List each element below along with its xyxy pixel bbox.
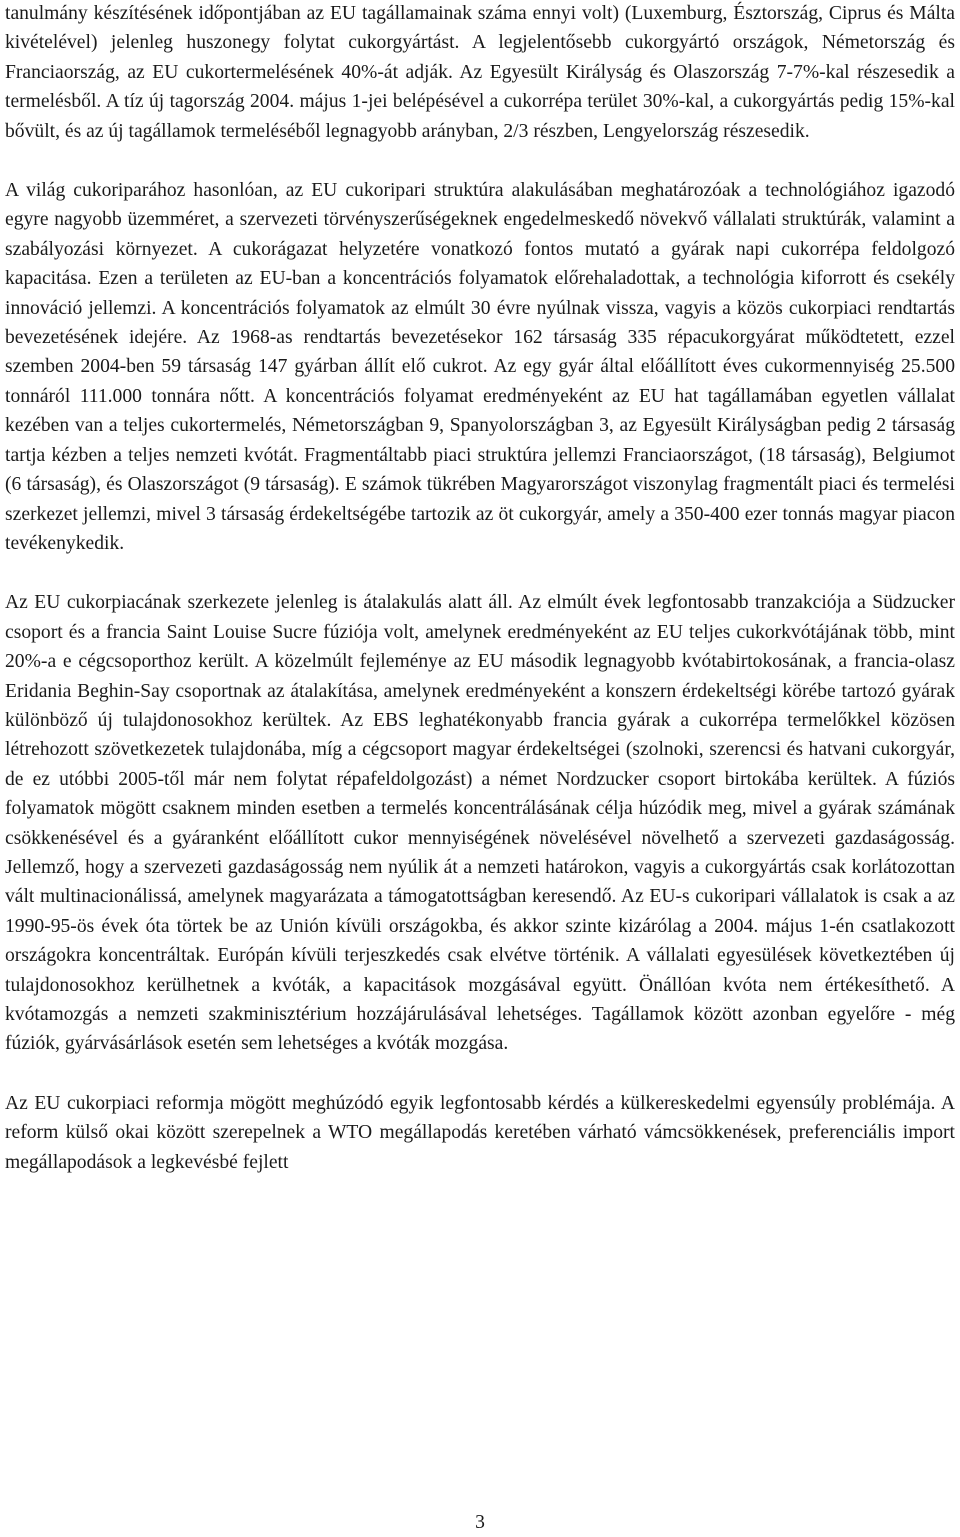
paragraph-sugar-market-transformation: Az EU cukorpiacának szerkezete jelenleg is átalakulás alatt áll. Az elmúlt évek legfontosabb tranzakciója a Südzucker csoport és a francia Saint Louise Sucre fúziója volt, amelynek eredményeként az EU teljes cukorkvótájának több, mint 20%-a e cégcsoporthoz került. A közelmúlt fejleménye az EU második legnagyobb kvótabirtokosának, a francia-olasz Eridania Beghin-Say csoportnak az átalakítása, amelynek eredményeként a konszern érdekeltségi körébe tartozó gyárak különböző új tulajdonosokhoz kerültek. Az EBS leghatékonyabb francia gyárak a cukorrépa termelőkkel közösen létrehozott szövetkezetek tulajdonába, míg a cégcsoport magyar érdekeltségei (szolnoki, szerencsi és hatvani cukorgyár, de ez utóbbi 2005-től már nem folytat répafeldolgozást) a német Nordzucker csoport birtokába kerültek. A fúziós folyamatok mögött csaknem minden esetben a termelés koncentrálásának célja húzódik meg, mivel a gyárak számának csökkenésével és a gyáranként előállított cukor mennyiségének növelésével növelhető a szervezeti gazdaságosság. Jellemző, hogy a szervezeti gazdaságosság nem nyúlik át a nemzeti határokon, vagyis a cukorgyártás csak korlátozottan vált multinacionálissá, amelynek magyarázata a támogatottságban keresendő. Az EU-s cukoripari vállalatok is csak a az 1990-95-ös évek óta törtek be az Unión kívüli országokba, és akkor szinte kizárólag a 2004. május 1-én csatlakozott országokra koncentráltak. Európán kívüli terjeszkedés csak elvétve történik. A vállalati egyesülések következtében új tulajdonosokhoz kerülhetnek a kvóták, a kapacitások mozgásával együtt. Önállóan kvóta nem értékesíthető. A kvótamozgás a nemzeti szakminisztérium hozzájárulásával lehetséges. Tagállamok között azonban egyelőre - még fúziók, gyárvásárlások esetén sem lehetséges a kvóták mozgása.: [5, 592, 955, 1055]
paragraph-sugar-industry-structure: A világ cukoriparához hasonlóan, az EU cukoripari struktúra alakulásában meghatározóak a technológiához igazodó egyre nagyobb üzemméret, a szervezeti törvényszerűségeknek engedelmeskedő növekvő vállalati struktúrák, valamint a szabályozási környezet. A cukorágazat helyzetére vonatkozó fontos mutató a gyárak napi cukorrépa feldolgozó kapacitása. Ezen a területen az EU-ban a koncentrációs folyamatok előrehaladottak, a technológia kiforrott és csekély innováció jellemzi. A koncentrációs folyamatok az elmúlt 30 évre nyúlnak vissza, vagyis a közös cukorpiaci rendtartás bevezetésének idejére. Az 1968-as rendtartás bevezetésekor 162 társaság 335 répacukorgyárat működtetett, ezzel szemben 2004-ben 59 társaság 147 gyárban állít elő cukrot. Az egy gyár által előállított éves cukormennyiség 25.500 tonnáról 111.000 tonnára nőtt. A koncentrációs folyamat eredményeként az EU hat tagállamában egyetlen vállalat kezében van a teljes cukortermelés, Németországban 9, Spanyolországban 3, az Egyesült Királyságban pedig 2 társaság tartja kézben a teljes nemzeti kvótát. Fragmentáltabb piaci struktúra jellemzi Franciaországot, (18 társaság), Belgiumot (6 társaság), és Olaszországot (9 társaság). E számok tükrében Magyarországot viszonylag fragmentált piaci és termelési szerkezet jellemzi, mivel 3 társaság érdekeltségébe tartozik az öt cukorgyár, amely a 350-400 ezer tonnás magyar piacon tevékenykedik.: [5, 180, 955, 554]
paragraph-sugar-market-reform: Az EU cukorpiaci reformja mögött meghúzódó egyik legfontosabb kérdés a külkereskedelmi egyensúly problémája. A reform külső okai között szerepelnek a WTO megállapodás keretében várható vámcsökkenések, preferenciális import megállapodások a legkevésbé fejlett: [5, 1092, 955, 1173]
paragraph-eu-sugar-production: tanulmány készítésének időpontjában az EU tagállamainak száma ennyi volt) (Luxemburg, Észtország, Ciprus és Málta kivételével) jelenleg huszonegy folytat cukorgyártást. A legjelentősebb cukorgyártó országok, Németország és Franciaország, az EU cukortermelésének 40%-át adják. Az Egyesült Királyság és Olaszország 7-7%-kal részesedik a termelésből. A tíz új tagország 2004. május 1-jei belépésével a cukorrépa terület 30%-kal, a cukorgyártás pedig 15%-kal bővült, és az új tagállamok termeléséből legnagyobb arányban, 2/3 részben, Lengyelország részesedik.: [5, 3, 955, 142]
page-number: 3: [475, 1512, 485, 1533]
document-page: [5, 0, 955, 1177]
